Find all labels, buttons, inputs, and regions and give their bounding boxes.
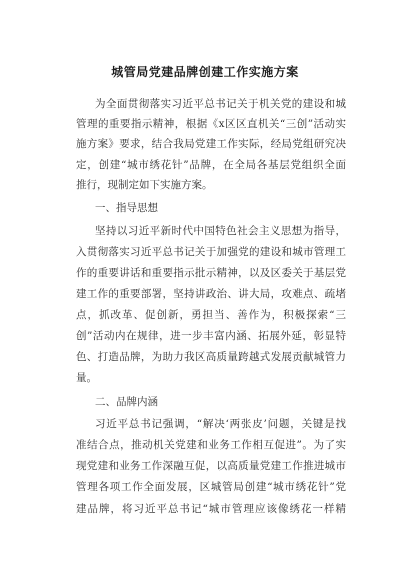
intro-line-5: 推行，现制定如下实施方案。 — [76, 179, 213, 191]
section1-line-6: 创”活动内在规律，进一步丰富内涵、拓展外延，彰显特 — [76, 330, 346, 342]
section1-line-1: 坚持以习近平新时代中国特色社会主义思想为指导， — [95, 225, 346, 237]
section1-line-7: 色、打造品牌，为助力我区高质量跨越式发展贡献城管力 — [76, 351, 346, 363]
intro-line-2: 管理的重要指示精神，根据《x区区直机关“三创”活动实 — [76, 118, 346, 130]
section-heading-brand-connotation: 二、品牌内涵 — [95, 396, 158, 408]
section-heading-guiding-ideology: 一、指导思想 — [95, 202, 158, 214]
section2-line-1: 习近平总书记强调，“解决‘两张皮’问题，关键是找 — [95, 418, 346, 430]
intro-line-3: 施方案》要求，结合我局党建工作实际，经局党组研究决 — [76, 138, 346, 150]
section2-line-4: 管理各项工作全面发展，区城管局创建“城市绣花针”党 — [76, 481, 346, 493]
section1-line-2: 入贯彻落实习近平总书记关于加强党的建设和城市管理工 — [76, 246, 346, 258]
section2-line-5: 建品牌，将习近平总书记“城市管理应该像绣花一样精 — [76, 503, 346, 515]
intro-line-1: 为全面贯彻落实习近平总书记关于机关党的建设和城 — [95, 98, 346, 110]
section1-line-5: 点，抓改革、促创新，勇担当、善作为，积极探索“三 — [76, 309, 346, 321]
section1-line-8: 量。 — [76, 372, 97, 384]
intro-line-4: 定，创建“城市绣花针”品牌，在全局各基层党组织全面 — [76, 159, 346, 171]
section1-line-3: 作的重要讲话和重要指示批示精神，以及区委关于基层党 — [76, 267, 346, 279]
section1-line-4: 建工作的重要部署，坚持讲政治、讲大局，攻难点、疏堵 — [76, 288, 346, 300]
section2-line-2: 准结合点，推动机关党建和业务工作相互促进”。为了实 — [76, 439, 346, 451]
section2-line-3: 现党建和业务工作深融互促，以高质量党建工作推进城市 — [76, 460, 346, 472]
document-title: 城管局党建品牌创建工作实施方案 — [111, 65, 299, 79]
